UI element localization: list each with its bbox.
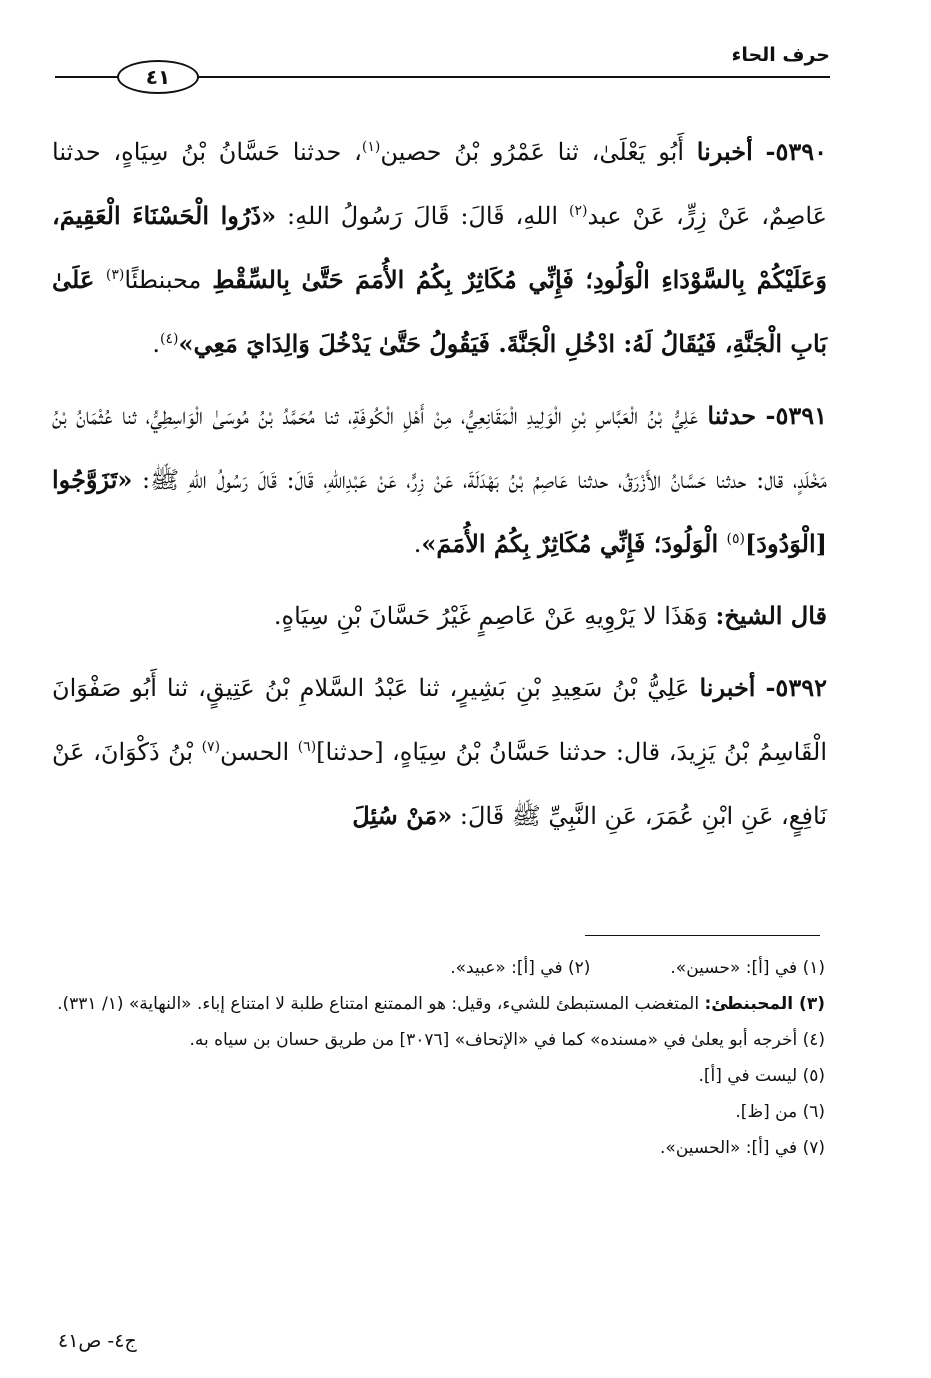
footnote-marker: (٤) bbox=[159, 331, 179, 347]
footnote-6: (٦) من [ظ]. bbox=[735, 1102, 825, 1122]
footnote-marker: (١) bbox=[361, 139, 381, 155]
isnad-text: أَبُو يَعْلَىٰ، ثنا عَمْرُو بْنُ حصين bbox=[380, 138, 685, 166]
sheikh-keyword: قال الشيخ: bbox=[715, 601, 827, 630]
footnote-1: (١) في [أ]: «حسين». bbox=[670, 958, 825, 978]
footnote-2: (٢) في [أ]: «عبيد». bbox=[450, 958, 591, 978]
chapter-title: حرف الحاء bbox=[731, 44, 830, 66]
entry-number: ٥٣٩٢- bbox=[765, 673, 827, 702]
isnad-text: الحسن bbox=[220, 738, 298, 766]
hadith-text: «تَزَوَّجُوا [الْوَدُودَ] bbox=[52, 465, 827, 558]
hadith-entry-5390 bbox=[52, 120, 827, 376]
footnote-marker: (٥) bbox=[726, 531, 745, 547]
hadith-text: عَلَىٰ بَابِ الْجَنَّةِ، فَيُقَالُ لَهُ: ادْخُلِ الْجَنَّةَ. فَيَقُولُ حَتَّىٰ يَدْخُلَ وَالِدَايَ مَعِي» bbox=[52, 265, 827, 358]
hadith-text: «ذَرُوا الْحَسْنَاءَ الْعَقِيمَ، وَعَلَيْكُمْ بِالسَّوْدَاءِ الْوَلُودِ؛ فَإِنِّي مُكَاثِرٌ بِكُمُ الأُمَمَ حَتَّىٰ بِالسِّقْطِ bbox=[52, 201, 828, 294]
footnotes bbox=[55, 950, 825, 1166]
footnote-row bbox=[55, 950, 825, 986]
narration-keyword: حدثنا bbox=[707, 401, 757, 430]
isnad-text: عَلِيُّ بْنُ سَعِيدِ بْنِ بَشِيرٍ، ثنا عَبْدُ السَّلامِ بْنُ عَتِيقٍ، ثنا أَبُو صَفْوَانَ الْقَاسِمُ بْنُ يَزِيدَ، قال: حدثنا حَسَّانُ بْنُ سِيَاهٍ، [حدثنا] bbox=[52, 674, 828, 766]
isnad-text: ، حدثنا حَسَّانُ بْنُ سِيَاهٍ، حدثنا عَاصِمٌ، عَنْ زِرٍّ، عَنْ عبد bbox=[52, 138, 827, 230]
entry-number: ٥٣٩٠- bbox=[765, 137, 827, 166]
isnad-text: بْنُ ذَكْوَانَ، عَنْ نَافِعٍ، عَنِ ابْنِ عُمَرَ، عَنِ النَّبِيِّ ﷺ قَالَ: bbox=[52, 738, 827, 830]
page-header bbox=[55, 38, 830, 98]
footnote-7: (٧) في [أ]: «الحسين». bbox=[660, 1138, 825, 1158]
end-mark: . bbox=[413, 530, 422, 558]
narration-keyword: أخبرنا bbox=[696, 137, 753, 166]
footnote-term: (٣) المحبنطئ: bbox=[704, 994, 825, 1014]
main-text bbox=[52, 120, 827, 856]
hadith-text: الْوَلُودَ؛ فَإِنِّي مُكَاثِرٌ بِكُمُ الأُمَمَ» bbox=[421, 529, 727, 558]
footnote-marker: (٢) bbox=[568, 203, 588, 219]
end-mark: . bbox=[152, 330, 160, 358]
hadith-entry-5392 bbox=[52, 656, 827, 848]
footnote-4: (٤) أخرجه أبو يعلىٰ في «مسنده» كما في «الإتحاف» [٣٠٧٦] من طريق حسان بن سياه به. bbox=[189, 1030, 825, 1050]
footnote-marker: (٦) bbox=[297, 739, 317, 755]
isnad-text: اللهِ، قَالَ: قَالَ رَسُولُ اللهِ: bbox=[276, 202, 569, 230]
sheikh-note bbox=[52, 584, 827, 648]
narration-keyword: أخبرنا bbox=[699, 673, 756, 702]
footnote-3 bbox=[55, 986, 825, 1022]
footnote-marker: (٧) bbox=[201, 739, 221, 755]
hadith-text: «مَنْ سُئِلَ bbox=[352, 801, 453, 830]
footnote-separator bbox=[585, 935, 820, 936]
entry-number: ٥٣٩١- bbox=[765, 401, 827, 430]
footnote-5: (٥) ليست في [أ]. bbox=[698, 1066, 825, 1086]
page-number-badge: ٤١ bbox=[117, 60, 199, 94]
volume-page-ref: ج٤- ص٤١ bbox=[58, 1330, 137, 1352]
sheikh-note-text: وَهَذَا لا يَرْوِيهِ عَنْ عَاصِمٍ غَيْرُ حَسَّانَ بْنِ سِيَاهٍ. bbox=[273, 602, 716, 630]
footnote-marker: (٣) bbox=[105, 267, 125, 283]
hadith-entry-5391 bbox=[52, 384, 827, 576]
isnad-text: عَلِيُّ بْنُ الْعَبَّاسِ بْنِ الْوَلِيدِ الْمَقَانِعِيُّ، مِنْ أَهْلِ الْكُوفَةِ، ثنا مُحَمَّدُ بْنُ مُوسَىٰ الْوَاسِطِيُّ، ثنا عُثْمَانُ بْنُ مَخْلَدٍ، قال: حدثنا حَسَّانُ الأَزْرَقُ، حدثنا عَاصِمُ بْنُ بَهْدَلَةَ، عَنْ زِرٍّ، عَنْ عَبْدِاللهِ، قَالَ: قَالَ رَسُولُ اللهِ ﷺ: bbox=[52, 402, 827, 494]
footnote-text: المتغضب المستبطئ للشيء، وقيل: هو الممتنع امتناع طلبة لا امتناع إباء. «النهاية» (١/ ٣٣١). bbox=[57, 994, 705, 1014]
hadith-word: محبنطئًا bbox=[124, 266, 213, 294]
